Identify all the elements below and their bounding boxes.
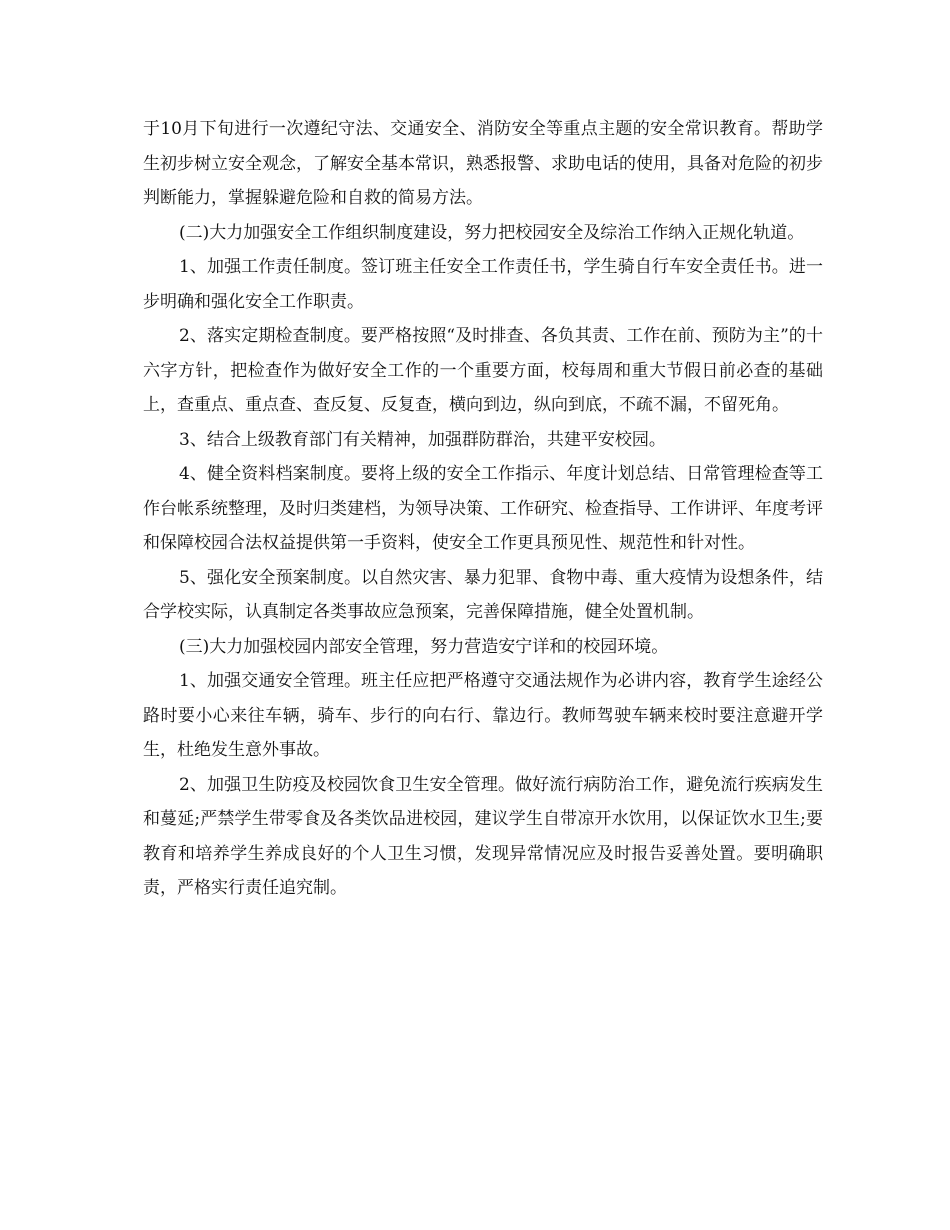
paragraph-responsibility-system: 1、加强工作责任制度。签订班主任安全工作责任书，学生骑自行车安全责任书。进一步明确和强化安全工作职责。 — [143, 257, 823, 312]
paragraph-regular-inspection: 2、落实定期检查制度。要严格按照“及时排查、各负其责、工作在前、预防为主”的十六字方针，把检查作为做好安全工作的一个重要方面，校每周和重大节假日前必查的基础上，查重点、重点查、查反复、反复查，横向到边，纵向到底，不疏不漏，不留死角。 — [143, 326, 823, 415]
document-body — [143, 112, 823, 906]
paragraph-emergency-plan: 5、强化安全预案制度。以自然灾害、暴力犯罪、食物中毒、重大疫情为设想条件，结合学校实际，认真制定各类事故应急预案，完善保障措施，健全处置机制。 — [143, 567, 823, 622]
paragraph-traffic-safety: 1、加强交通安全管理。班主任应把严格遵守交通法规作为必讲内容，教育学生途经公路时要小心来往车辆，骑车、步行的向右行、靠边行。教师驾驶车辆来校时要注意避开学生，杜绝发生意外事故。 — [143, 671, 823, 760]
paragraph-archive-system: 4、健全资料档案制度。要将上级的安全工作指示、年度计划总结、日常管理检查等工作台帐系统整理，及时归类建档，为领导决策、工作研究、检查指导、工作讲评、年度考评和保障校园合法权益提供第一手资料，使安全工作更具预见性、规范性和针对性。 — [143, 464, 823, 553]
paragraph-section-three-heading: (三)大力加强校园内部安全管理，努力营造安宁详和的校园环境。 — [179, 636, 669, 657]
paragraph-joint-prevention: 3、结合上级教育部门有关精神，加强群防群治，共建平安校园。 — [179, 429, 666, 450]
paragraph-hygiene-safety: 2、加强卫生防疫及校园饮食卫生安全管理。做好流行病防治工作，避免流行疾病发生和蔓延;严禁学生带零食及各类饮品进校园，建议学生自带凉开水饮用，以保证饮水卫生;要教育和培养学生养成良好的个人卫生习惯，发现异常情况应及时报告妥善处置。要明确职责，严格实行责任追究制。 — [143, 774, 823, 898]
paragraph-safety-education: 于10月下旬进行一次遵纪守法、交通安全、消防安全等重点主题的安全常识教育。帮助学生初步树立安全观念，了解安全基本常识，熟悉报警、求助电话的使用，具备对危险的初步判断能力，掌握躲避危险和自救的简易方法。 — [143, 119, 823, 208]
paragraph-section-two-heading: (二)大力加强安全工作组织制度建设，努力把校园安全及综治工作纳入正规化轨道。 — [179, 222, 805, 243]
